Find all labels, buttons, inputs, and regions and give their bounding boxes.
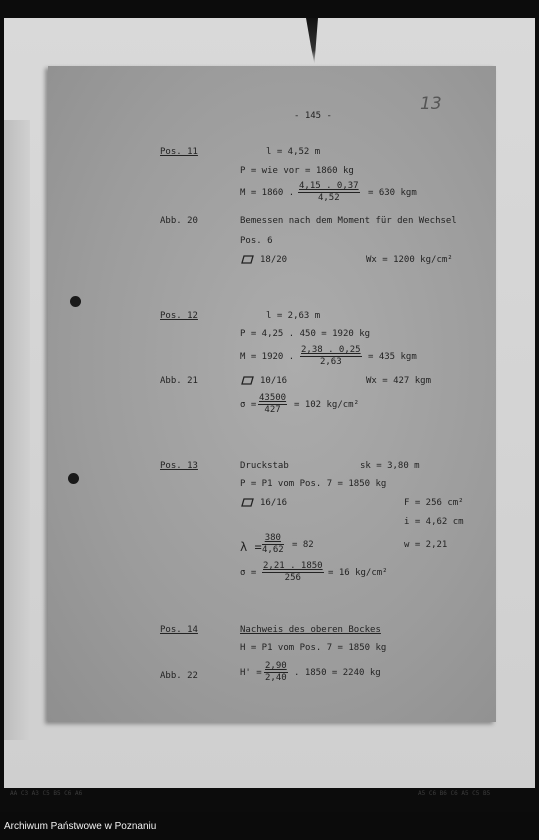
pos11-length: l = 4,52 m xyxy=(266,147,321,157)
document-page xyxy=(48,66,496,722)
pos12-moment-fraction xyxy=(300,346,362,367)
color-scale-right: A5 C6 B6 C6 A5 C5 B5 xyxy=(418,790,491,797)
pos12-moment-denominator: 2,63 xyxy=(319,357,342,367)
pos13-slenderness-left: λ = xyxy=(240,540,262,554)
pos14-figure: Abb. 22 xyxy=(160,671,198,681)
pos14-force2-right: . 1850 = 2240 kg xyxy=(294,668,381,678)
pos13-stress-right: = 16 kg/cm² xyxy=(328,568,388,578)
punch-hole-bottom xyxy=(68,473,79,484)
pos12-moment-right: = 435 kgm xyxy=(368,352,417,362)
pos13-buckling-length: sk = 3,80 m xyxy=(360,461,420,471)
pos12-stress-fraction xyxy=(258,394,287,415)
pos13-stress-numerator: 2,21 . 1850 xyxy=(263,561,323,571)
pos12-stress-denominator: 427 xyxy=(264,405,281,415)
pos13-profile: 16/16 xyxy=(260,498,288,508)
color-scale-left: AA C3 A3 C5 B5 C6 A6 xyxy=(10,790,83,797)
pos14-heading: Nachweis des oberen Bockes xyxy=(240,625,381,635)
pos11-pos6: Pos. 6 xyxy=(240,236,273,246)
pos12-moment-numerator: 2,38 . 0,25 xyxy=(301,345,361,355)
pos12-stress-left: σ = xyxy=(240,400,257,410)
pos11-moment-right: = 630 kgm xyxy=(368,188,417,198)
pos13-section-icon xyxy=(241,498,254,507)
pos12-label: Pos. 12 xyxy=(160,311,198,321)
pos13-buckling-factor: w = 2,21 xyxy=(404,540,448,550)
pos11-section-modulus: Wx = 1200 kg/cm² xyxy=(366,255,453,265)
pos11-profile: 18/20 xyxy=(260,255,288,265)
pos14-force2-numerator: 2,90 xyxy=(265,661,287,671)
pos13-slenderness-fraction xyxy=(262,534,284,555)
pos13-type: Druckstab xyxy=(240,461,289,471)
pos13-area: F = 256 cm² xyxy=(404,498,464,508)
pos13-slenderness-numerator: 380 xyxy=(262,534,284,545)
pos13-stress-denominator: 256 xyxy=(284,573,301,583)
pos14-force2-left: H' = xyxy=(240,668,262,678)
pos12-section-modulus: Wx = 427 kgm xyxy=(366,376,432,386)
pos12-moment-left: M = 1920 . xyxy=(240,352,295,362)
pos11-moment-denominator: 4,52 xyxy=(317,193,340,203)
pos11-design-note: Bemessen nach dem Moment für den Wechsel xyxy=(240,216,457,226)
pos12-stress-numerator: 43500 xyxy=(259,393,287,403)
pos13-label: Pos. 13 xyxy=(160,461,198,471)
pos12-profile: 10/16 xyxy=(260,376,288,386)
handwritten-number: 13 xyxy=(420,94,442,114)
page-number: - 145 - xyxy=(294,111,332,121)
pos11-moment-fraction xyxy=(298,182,360,203)
pos14-force2-fraction xyxy=(264,662,288,683)
pos14-force: H = P1 vom Pos. 7 = 1850 kg xyxy=(240,643,387,653)
scan-edge-strip xyxy=(4,120,30,740)
pos13-stress-left: σ = xyxy=(240,568,257,578)
pos12-stress-right: = 102 kg/cm² xyxy=(294,400,360,410)
pos13-slenderness-right: = 82 xyxy=(292,540,314,550)
archive-footer xyxy=(0,812,539,840)
punch-hole-top xyxy=(70,296,81,307)
archive-name: Archiwum Państwowe w Poznaniu xyxy=(4,821,157,832)
pos11-section-icon xyxy=(241,255,254,264)
pos13-load: P = P1 vom Pos. 7 = 1850 kg xyxy=(240,479,387,489)
pos11-figure: Abb. 20 xyxy=(160,216,198,226)
pos14-force2-denominator: 2,40 xyxy=(265,673,287,683)
pos12-figure: Abb. 21 xyxy=(160,376,198,386)
pos13-stress-fraction xyxy=(262,562,324,583)
pos14-label: Pos. 14 xyxy=(160,625,198,635)
pos11-label: Pos. 11 xyxy=(160,147,198,157)
pos13-slenderness-denominator: 4,62 xyxy=(262,545,284,555)
pos12-section-icon xyxy=(241,376,254,385)
pos12-load: P = 4,25 . 450 = 1920 kg xyxy=(240,329,371,339)
pos13-radius: i = 4,62 cm xyxy=(404,517,464,527)
pos11-moment-left: M = 1860 . xyxy=(240,188,295,198)
pos11-moment-numerator: 4,15 . 0,37 xyxy=(299,181,359,191)
pos11-load: P = wie vor = 1860 kg xyxy=(240,166,354,176)
pos12-length: l = 2,63 m xyxy=(266,311,321,321)
